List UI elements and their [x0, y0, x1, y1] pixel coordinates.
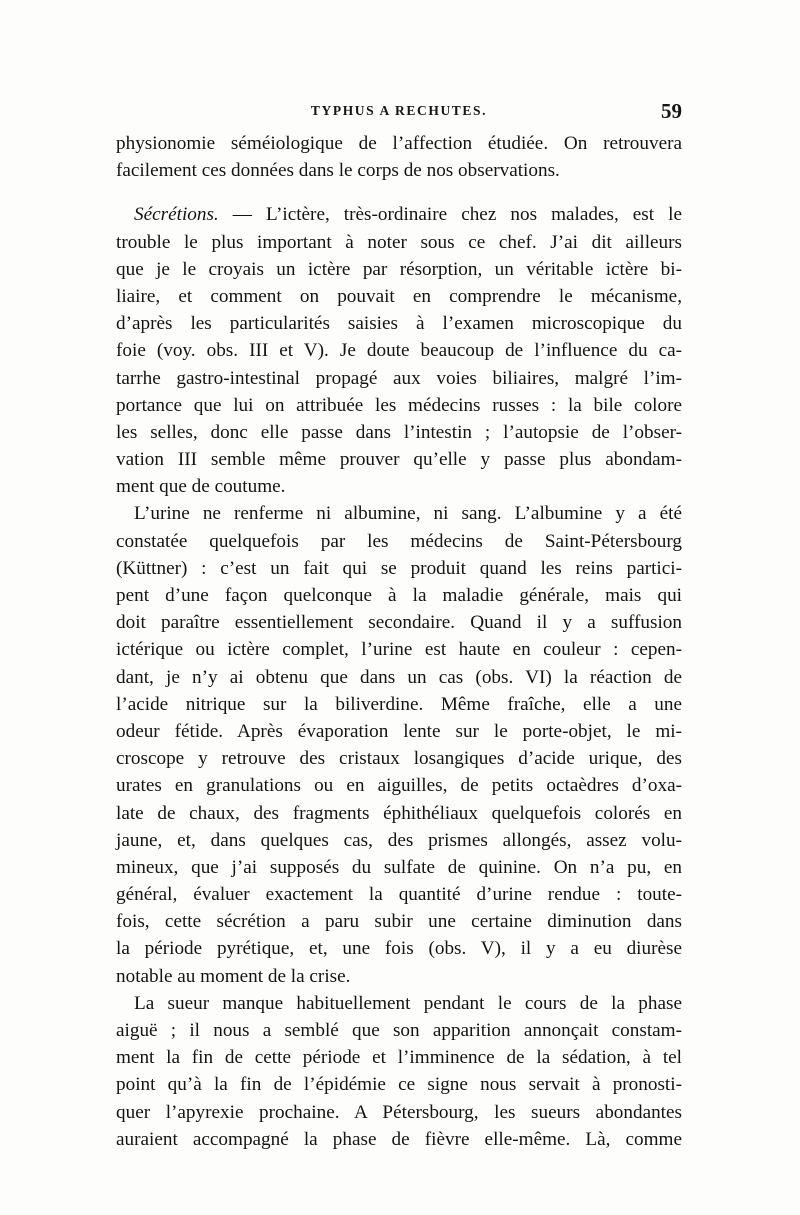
- text-line: [116, 473, 682, 500]
- text-line: [116, 283, 682, 310]
- line-text: croscope y retrouve des cristaux losangiques d’acide urique, des: [116, 748, 682, 770]
- page-number: 59: [661, 99, 682, 123]
- text-line: [116, 157, 682, 184]
- text-line: [116, 310, 682, 337]
- line-text: vation III semble même prouver qu’elle y passe plus abondam-: [116, 449, 682, 471]
- page-header: [116, 99, 682, 125]
- text-line: [116, 990, 682, 1017]
- text-line: [116, 1126, 682, 1153]
- text-line: [116, 963, 682, 990]
- text-line: [116, 609, 682, 636]
- line-text: que je le croyais un ictère par résorption, un véritable ictère bi-: [116, 258, 682, 280]
- text-line: [116, 664, 682, 691]
- line-text: jaune, et, dans quelques cas, des prismes allongés, assez volu-: [116, 829, 682, 851]
- text-line: [116, 854, 682, 881]
- line-text: odeur fétide. Après évaporation lente sur le porte-objet, le mi-: [116, 720, 682, 742]
- line-text: mineux, que j’ai supposés du sulfate de quinine. On n’a pu, en: [116, 856, 682, 878]
- text-line: [116, 365, 682, 392]
- line-text: d’après les particularités saisies à l’examen microscopique du: [116, 313, 682, 335]
- text-line: [116, 392, 682, 419]
- line-text: foie (voy. obs. III et V). Je doute beaucoup de l’influence du ca-: [116, 340, 682, 362]
- text-line: [116, 500, 682, 527]
- text-line: [116, 718, 682, 745]
- line-text: auraient accompagné la phase de fièvre elle-même. Là, comme: [116, 1128, 682, 1150]
- text-line: [116, 691, 682, 718]
- line-text: la période pyrétique, et, une fois (obs. V), il y a eu diurèse: [116, 938, 682, 960]
- text-line: [116, 201, 682, 228]
- text-line: [116, 636, 682, 663]
- line-text: ictérique ou ictère complet, l’urine est haute en couleur : cepen-: [116, 639, 682, 661]
- text-line: [116, 555, 682, 582]
- line-text: (Küttner) : c’est un fait qui se produit quand les reins partici-: [116, 557, 682, 579]
- text-line: [116, 256, 682, 283]
- text-line: [116, 582, 682, 609]
- text-line: [116, 745, 682, 772]
- line-text: L’urine ne renferme ni albumine, ni sang. L’albumine y a été: [134, 503, 682, 525]
- text-line: [116, 419, 682, 446]
- text-line: [116, 528, 682, 555]
- line-text: trouble le plus important à noter sous ce chef. J’ai dit ailleurs: [116, 231, 682, 253]
- line-text: tarrhe gastro-intestinal propagé aux voies biliaires, malgré l’im-: [116, 367, 682, 389]
- paragraph-gap: [116, 184, 682, 201]
- line-text: portance que lui on attribuée les médecins russes : la bile colore: [116, 394, 682, 416]
- line-text: doit paraître essentiellement secondaire. Quand il y a suffusion: [116, 612, 682, 634]
- line-text: urates en granulations ou en aiguilles, de petits octaèdres d’oxa-: [116, 775, 682, 797]
- line-text: général, évaluer exactement la quantité d’urine rendue : toute-: [116, 884, 682, 906]
- running-title: TYPHUS A RECHUTES.: [310, 103, 488, 118]
- line-text: fois, cette sécrétion a paru subir une certaine diminution dans: [116, 911, 682, 933]
- line-text: dant, je n’y ai obtenu que dans un cas (obs. VI) la réaction de: [116, 666, 682, 688]
- line-text: physionomie séméiologique de l’affection étudiée. On retrouvera: [116, 133, 682, 154]
- line-text: facilement ces données dans le corps de nos observations.: [116, 160, 560, 182]
- text-line: [116, 1044, 682, 1071]
- text-line: [116, 908, 682, 935]
- line-text: liaire, et comment on pouvait en comprendre le mécanisme,: [116, 285, 682, 307]
- line-text: ment la fin de cette période et l’imminence de la sédation, à tel: [116, 1047, 682, 1069]
- text-line: [116, 1017, 682, 1044]
- line-text: pent d’une façon quelconque à la maladie générale, mais qui: [116, 585, 682, 606]
- text-line: [116, 1099, 682, 1126]
- line-text: constatée quelquefois par les médecins de Saint-Pétersbourg: [116, 530, 682, 552]
- line-text: quer l’apyrexie prochaine. A Pétersbourg, les sueurs abondantes: [116, 1101, 682, 1123]
- text-line: [116, 881, 682, 908]
- text-line: [116, 800, 682, 827]
- text-line: [116, 337, 682, 364]
- line-text: ment que de coutume.: [116, 476, 286, 498]
- line-text: les selles, donc elle passe dans l’intestin ; l’autopsie de l’obser-: [116, 421, 682, 443]
- line-text: aiguë ; il nous a semblé que son apparition annonçait constam-: [116, 1020, 682, 1041]
- line-text: late de chaux, des fragments éphithéliaux quelquefois colorés en: [116, 802, 682, 824]
- text-line: [116, 1071, 682, 1098]
- line-text: La sueur manque habituellement pendant le cours de la phase: [134, 992, 682, 1014]
- line-text: point qu’à la fin de l’épidémie ce signe nous servait à pronosti-: [116, 1074, 682, 1096]
- text-line: [116, 229, 682, 256]
- line-text: l’acide nitrique sur la biliverdine. Même fraîche, elle a une: [116, 693, 682, 715]
- body-text: [116, 130, 682, 1153]
- text-line: [116, 827, 682, 854]
- section-heading: Sécrétions.: [134, 204, 219, 226]
- text-line: [116, 130, 682, 157]
- text-line: [116, 935, 682, 962]
- line-text: — L’ictère, très-ordinaire chez nos malades, est le: [218, 204, 682, 226]
- text-line: [116, 446, 682, 473]
- text-line: [116, 772, 682, 799]
- line-text: notable au moment de la crise.: [116, 965, 351, 987]
